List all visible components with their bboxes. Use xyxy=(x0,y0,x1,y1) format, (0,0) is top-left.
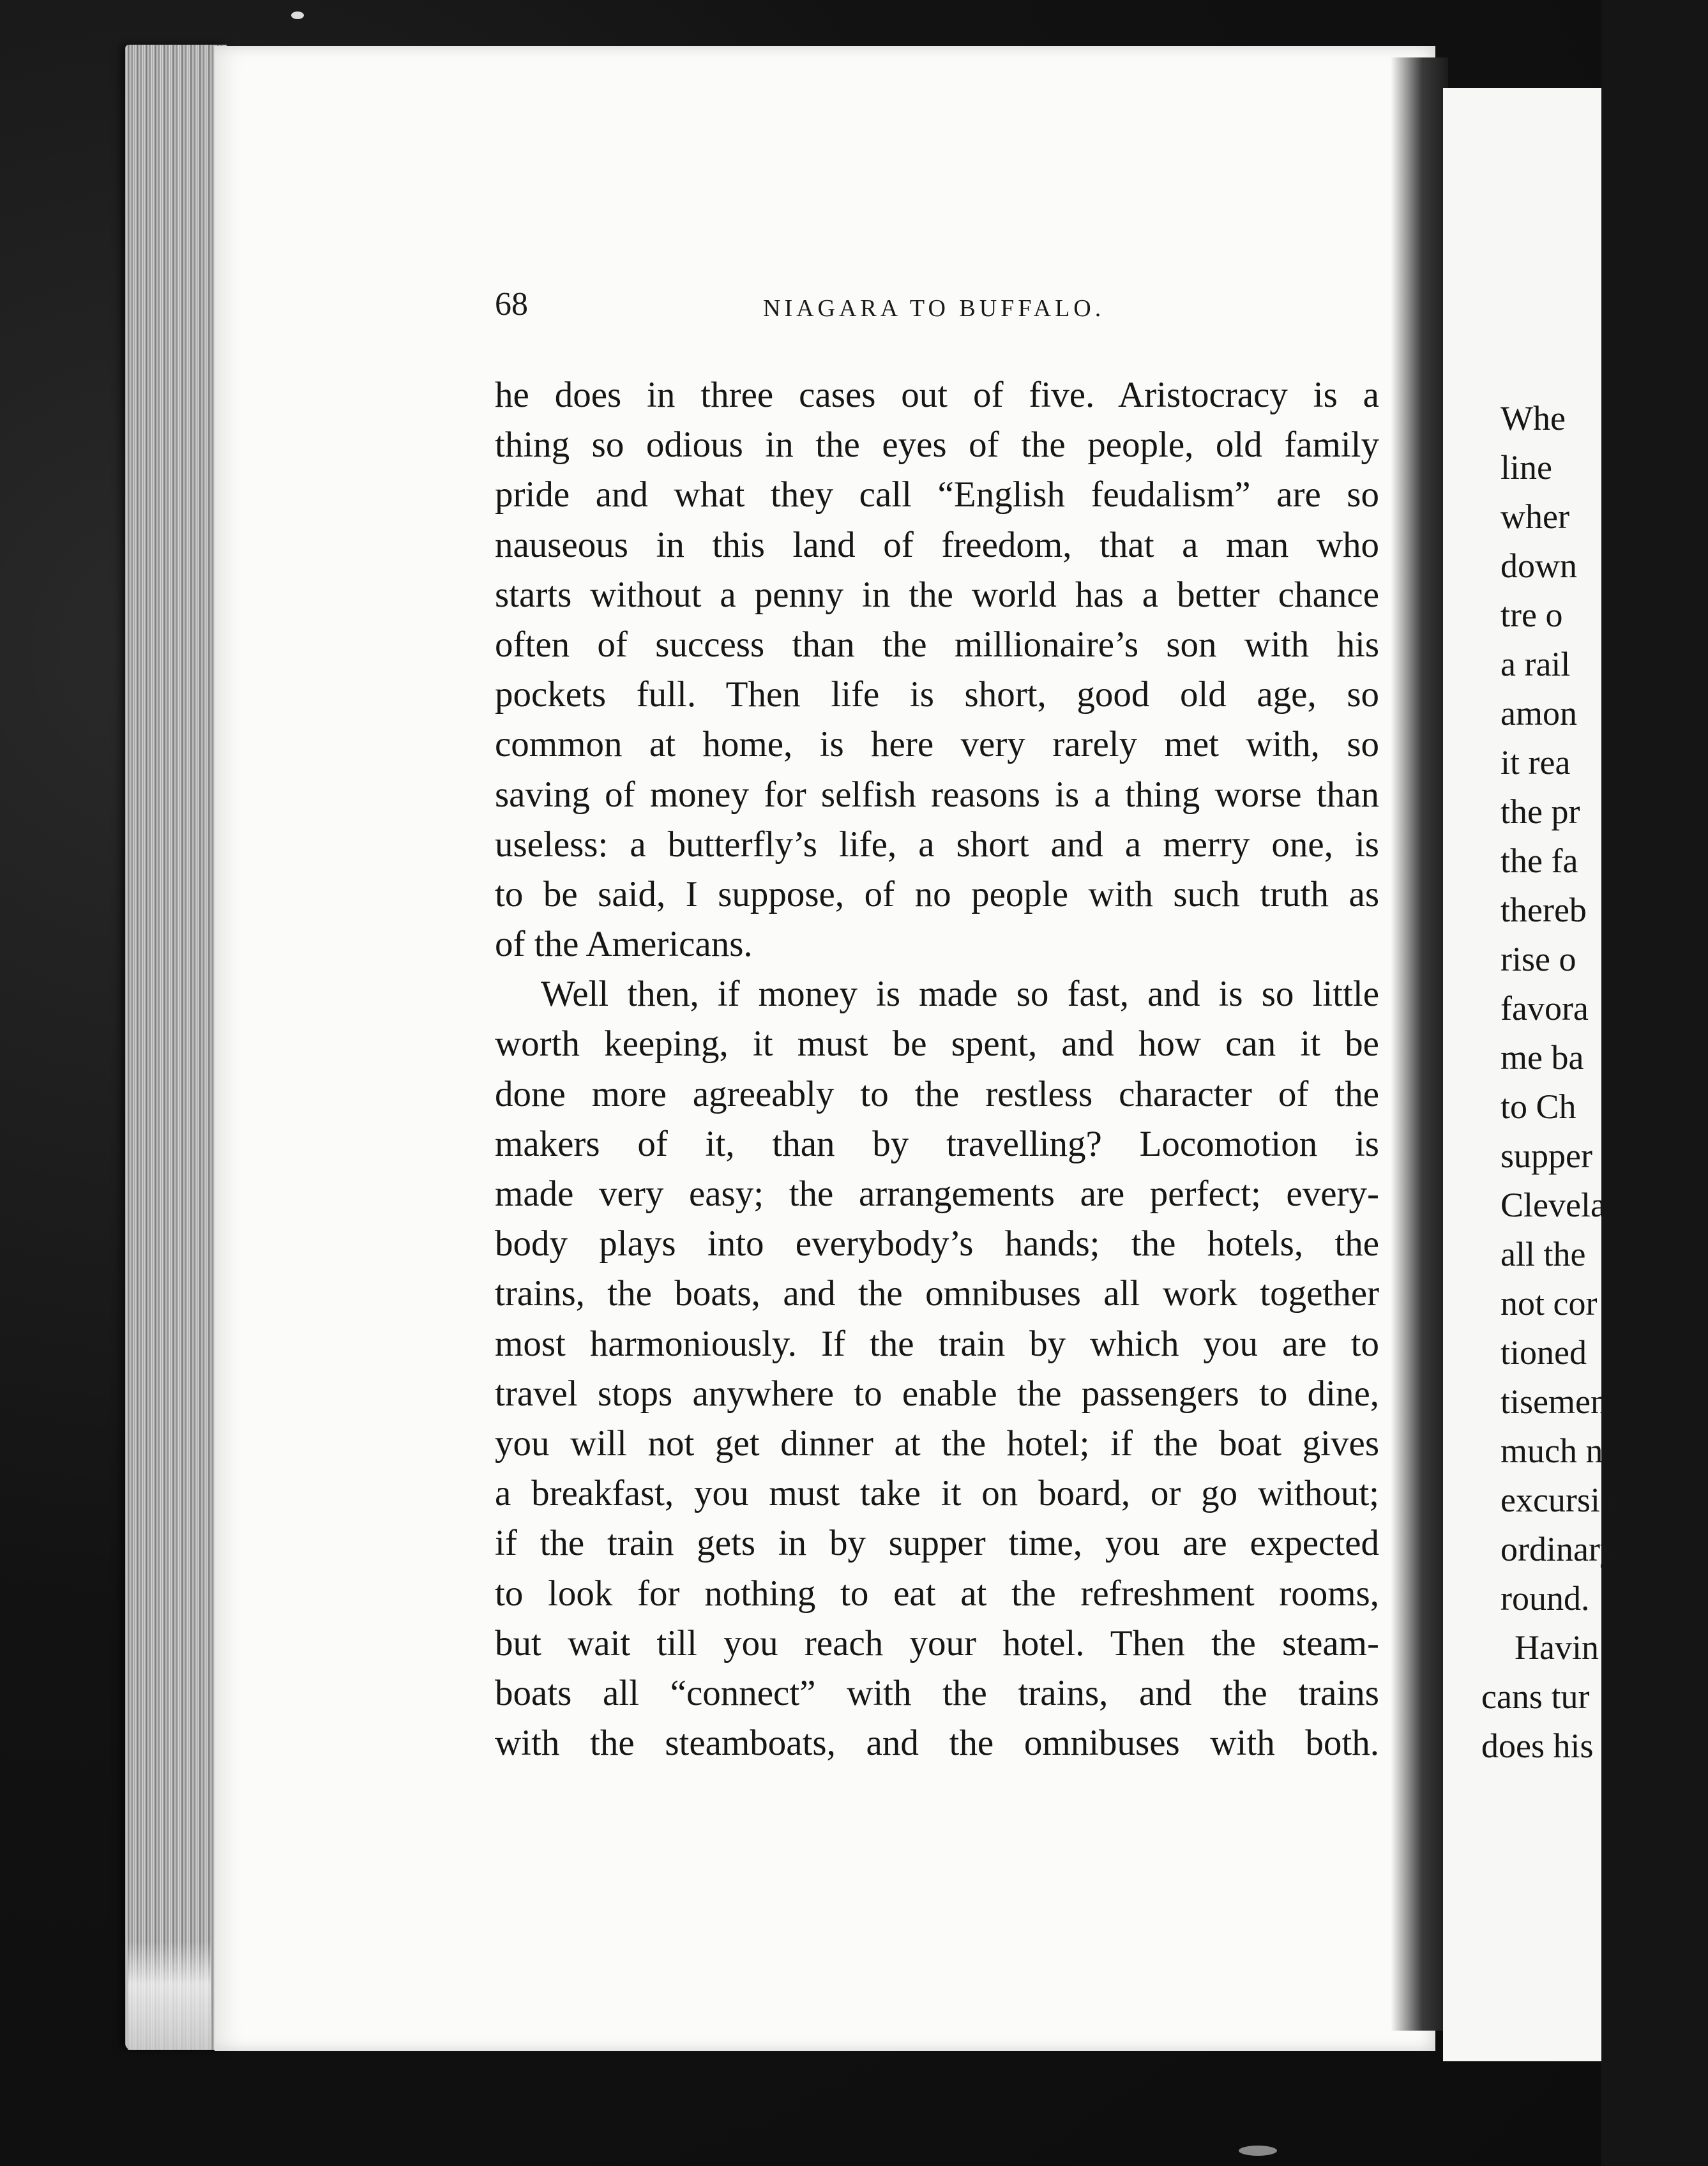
facing-page-line: not cor xyxy=(1500,1284,1598,1322)
text-line: nauseous in this land of freedom, that a man who xyxy=(495,524,1379,565)
text-line: body plays into everybody’s hands; the hotels, the xyxy=(495,1223,1379,1264)
facing-page-line: the pr xyxy=(1500,792,1580,831)
facing-page-line: Havin xyxy=(1515,1628,1599,1667)
text-line: a breakfast, you must take it on board, or go without; xyxy=(495,1473,1379,1514)
facing-page-line: excursio xyxy=(1500,1481,1617,1519)
text-line: he does in three cases out of five. Aristocracy is a xyxy=(495,375,1379,415)
text-line: pockets full. Then life is short, good old age, so xyxy=(495,674,1379,715)
text-line: saving of money for selfish reasons is a thing worse than xyxy=(495,774,1379,815)
facing-page-line: thereb xyxy=(1500,891,1587,929)
text-line: often of success than the millionaire’s son with his xyxy=(495,624,1379,665)
facing-page-line: round. xyxy=(1500,1579,1590,1617)
paragraph-start-line: Well then, if money is made so fast, and is so little xyxy=(541,974,1379,1015)
text-line: starts without a penny in the world has a better chance xyxy=(495,574,1379,615)
facing-page-line: Whe xyxy=(1500,399,1566,437)
text-line: trains, the boats, and the omnibuses all work together xyxy=(495,1273,1379,1314)
text-line: done more agreeably to the restless character of the xyxy=(495,1073,1379,1114)
facing-page-line: it rea xyxy=(1500,743,1571,782)
facing-page-line: all the xyxy=(1500,1235,1586,1273)
facing-page-line: amon xyxy=(1500,694,1577,732)
scan-speck xyxy=(1239,2146,1277,2156)
text-line: common at home, is here very rarely met with, so xyxy=(495,724,1379,765)
text-line: with the steamboats, and the omnibuses with both. xyxy=(495,1723,1379,1764)
page-fore-edge xyxy=(125,45,227,2050)
text-line: thing so odious in the eyes of the people, old family xyxy=(495,425,1379,466)
facing-page-line: much n xyxy=(1500,1432,1603,1470)
facing-page xyxy=(1443,88,1617,2061)
scan-speck xyxy=(291,11,304,19)
text-line: makers of it, than by travelling? Locomotion is xyxy=(495,1123,1379,1164)
text-line: if the train gets in by supper time, you are expected xyxy=(495,1523,1379,1564)
text-line: travel stops anywhere to enable the passengers to dine, xyxy=(495,1373,1379,1414)
facing-page-line: tioned xyxy=(1500,1333,1587,1372)
text-line: worth keeping, it must be spent, and how can it be xyxy=(495,1024,1379,1064)
facing-page-line: down xyxy=(1500,547,1577,585)
facing-page-line: line xyxy=(1500,448,1552,487)
text-line: to be said, I suppose, of no people with such truth as xyxy=(495,874,1379,914)
book-gutter-shadow xyxy=(1391,57,1448,2031)
text-line: pride and what they call “English feudalism” are so xyxy=(495,474,1379,515)
text-line: you will not get dinner at the hotel; if the boat gives xyxy=(495,1423,1379,1464)
facing-page-line: to Ch xyxy=(1500,1087,1576,1126)
body-text xyxy=(495,370,1379,1768)
facing-page-line: tre o xyxy=(1500,596,1563,634)
facing-page-line: rise o xyxy=(1500,940,1576,978)
facing-page-line: ordinary xyxy=(1500,1530,1617,1568)
text-line: useless: a butterfly’s life, a short and a merry one, is xyxy=(495,824,1379,865)
page-corner-fold xyxy=(128,1941,211,2050)
facing-page-line: the fa xyxy=(1500,842,1578,880)
chapter-title: NIAGARA TO BUFFALO. xyxy=(763,295,1105,322)
text-line: made very easy; the arrangements are perfect; every- xyxy=(495,1174,1379,1214)
text-line: boats all “connect” with the trains, and the trains xyxy=(495,1672,1379,1713)
page-number: 68 xyxy=(495,286,528,322)
facing-page-line: favora xyxy=(1500,989,1589,1027)
facing-page-line: wher xyxy=(1500,497,1569,536)
text-line: most harmoniously. If the train by which you are to xyxy=(495,1323,1379,1364)
facing-page-line: tisemen xyxy=(1500,1382,1608,1421)
facing-page-line: me ba xyxy=(1500,1038,1584,1077)
facing-page-line: Clevela xyxy=(1500,1186,1606,1224)
facing-page-line: a rail xyxy=(1500,645,1571,683)
facing-page-line: supper xyxy=(1500,1137,1592,1175)
facing-page-line: cans tur xyxy=(1481,1678,1590,1716)
text-line: to look for nothing to eat at the refreshment rooms, xyxy=(495,1573,1379,1614)
text-line: but wait till you reach your hotel. Then the steam- xyxy=(495,1623,1379,1663)
paragraph-end-line: of the Americans. xyxy=(495,924,753,965)
facing-page-line: does his xyxy=(1481,1727,1594,1765)
